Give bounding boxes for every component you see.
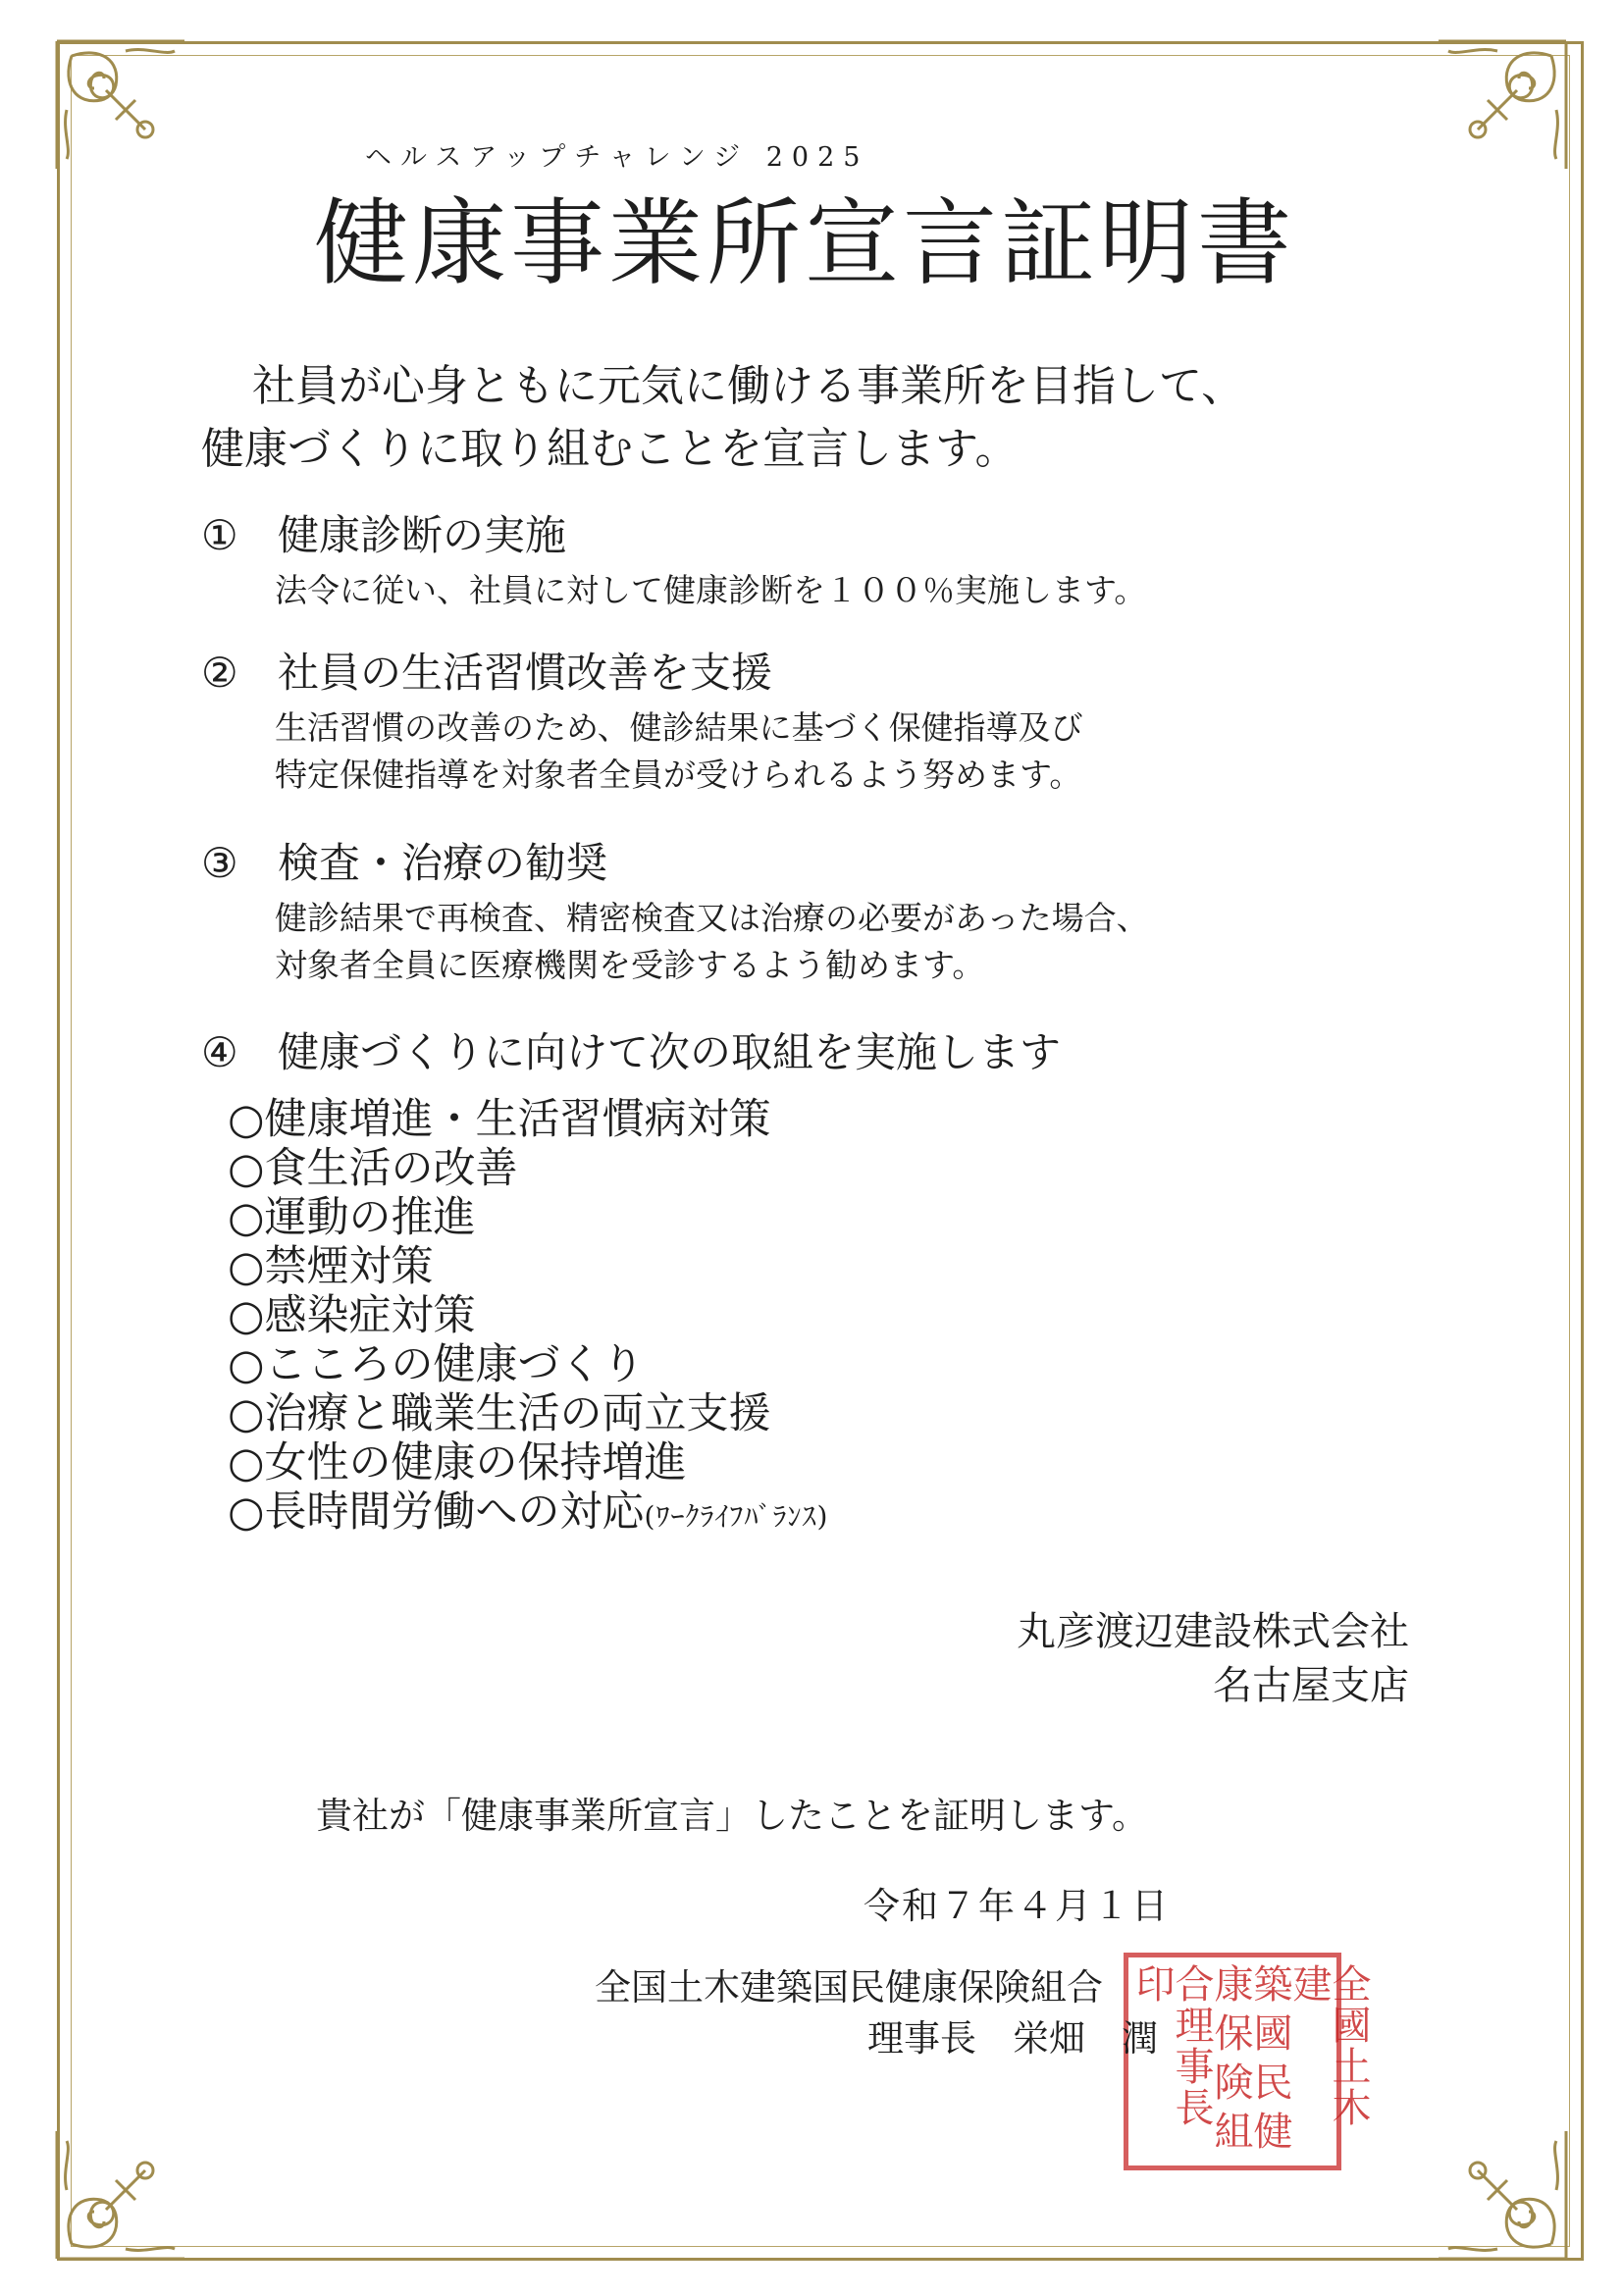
company-block: [1017, 1605, 1409, 1713]
list-item: ○治療と職業生活の両立支援: [228, 1389, 771, 1438]
corner-ornament-icon: [1429, 31, 1576, 179]
list-item-text: ○長時間労働への対応: [228, 1487, 645, 1537]
issuer-org: 全国土木建築国民健康保険組合: [595, 1966, 1103, 2009]
section-body-line: 法令に従い、社員に対して健康診断を１００％実施します。: [275, 571, 1147, 609]
certify-statement: 貴社が「健康事業所宣言」したことを証明します。: [316, 1795, 1149, 1837]
seal-column: 康保険組: [1208, 1963, 1253, 2160]
section-heading-text: 健康診断の実施: [278, 511, 567, 559]
corner-ornament-icon: [47, 2121, 194, 2269]
intro-line: 健康づくりに取り組むことを宣言します。: [201, 424, 1019, 474]
section-heading-text: 検査・治療の勧奨: [278, 839, 608, 887]
seal-column: 全國土木建: [1286, 1963, 1371, 2128]
list-item: ○禁煙対策: [228, 1242, 434, 1291]
company-branch: 名古屋支店: [1213, 1663, 1409, 1708]
section-body-line: 特定保健指導を対象者全員が受けられるよう努めます。: [275, 756, 1082, 794]
section-heading-text: 健康づくりに向けて次の取組を実施します: [278, 1028, 1062, 1076]
section-body-line: 健診結果で再検査、精密検査又は治療の必要があった場合、: [275, 899, 1149, 937]
company-name: 丸彦渡辺建設株式会社: [1017, 1609, 1409, 1654]
list-item: ○感染症対策: [228, 1291, 476, 1340]
section-body-line: 対象者全員に医療機関を受診するよう勧めます。: [275, 946, 985, 984]
section-heading-text: 社員の生活習慣改善を支援: [278, 649, 773, 697]
list-item: ○女性の健康の保持増進: [228, 1438, 687, 1487]
section-body-1: [275, 567, 1146, 614]
seal-column: 築國民健: [1247, 1963, 1292, 2160]
section-body-line: 生活習慣の改善のため、健診結果に基づく保健指導及び: [275, 708, 1083, 747]
subtitle: ヘルスアップチャレンジ 2025: [365, 142, 869, 173]
list-item: ○健康増進・生活習慣病対策: [228, 1095, 771, 1144]
issuer-block: [595, 1962, 1158, 2064]
section-body-2: [275, 704, 1083, 799]
section-heading-4: [201, 1025, 1061, 1080]
corner-ornament-icon: [47, 31, 194, 179]
section-number: ④: [201, 1028, 238, 1076]
corner-ornament-icon: [1429, 2121, 1576, 2269]
section-heading-3: [201, 836, 607, 891]
issuer-representative: 理事長 栄畑 潤: [867, 2017, 1158, 2060]
section-body-3: [275, 895, 1149, 989]
issue-date: 令和７年４月１日: [864, 1885, 1170, 1927]
initiative-list: [228, 1095, 828, 1541]
section-number: ③: [201, 839, 238, 887]
section-heading-2: [201, 646, 772, 701]
list-item: ○食生活の改善: [228, 1144, 518, 1193]
section-number: ②: [201, 649, 238, 697]
intro-paragraph: [201, 355, 1244, 481]
list-item: ○こころの健康づくり: [228, 1340, 645, 1389]
list-item-note: (ﾜｰｸﾗｲﾌﾊﾞﾗﾝｽ): [644, 1500, 829, 1533]
list-item: [228, 1487, 828, 1541]
section-number: ①: [201, 511, 238, 559]
seal-column: 合理事長印: [1129, 1963, 1214, 2128]
intro-line: 社員が心身ともに元気に働ける事業所を目指して、: [252, 361, 1245, 411]
list-item: ○運動の推進: [228, 1193, 476, 1242]
section-heading-1: [201, 508, 566, 563]
page-title: 健康事業所宣言証明書: [314, 188, 1295, 298]
